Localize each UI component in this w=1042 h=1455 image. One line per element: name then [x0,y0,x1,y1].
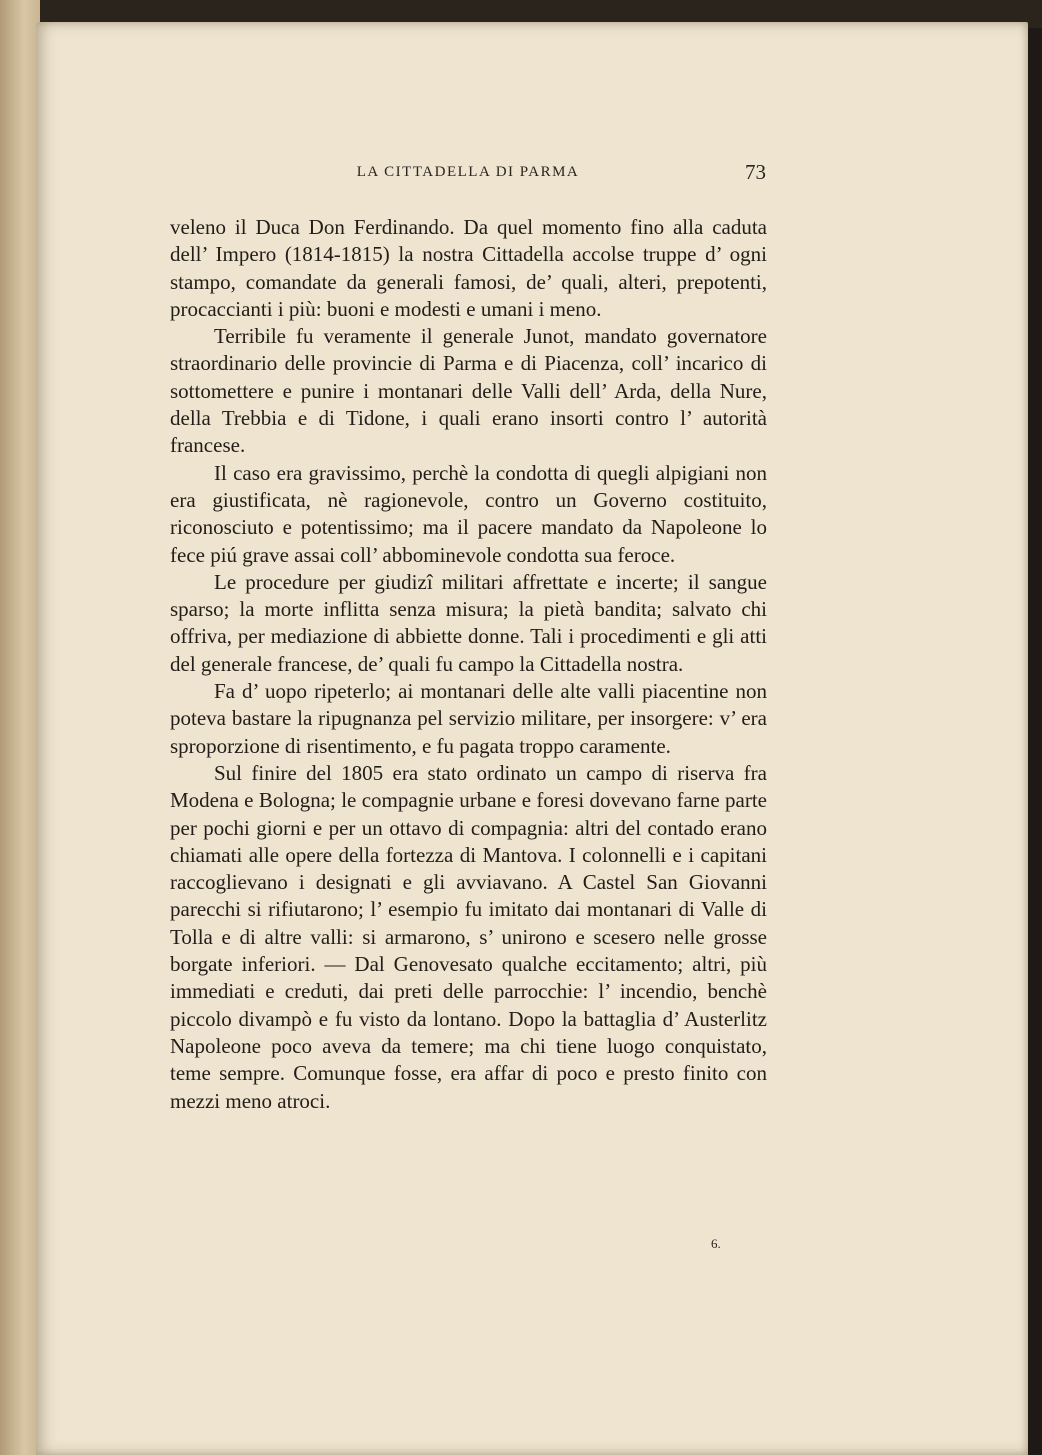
paragraph: veleno il Duca Don Ferdinando. Da quel momento fino alla caduta dell’ Impero (1814-1815) la nostra Cittadella accolse truppe d’ ogni stampo, comandate da generali famosi, de’ quali, alteri, prepotenti, procaccianti i più: buoni e modesti e umani i meno. [170,215,767,321]
signature-mark: 6. [711,1236,721,1251]
paragraph: Le procedure per giudizî militari affrettate e incerte; il sangue sparso; la morte inflitta senza misura; la pietà bandita; salvato chi offriva, per mediazione di abbiette donne. Tali i procedimenti e gli atti del generale francese, de’ quali fu campo la Cittadella nostra. [170,569,767,676]
paragraph: Sul finire del 1805 era stato ordinato un campo di riserva fra Modena e Bologna; le compagnie urbane e foresi dovevano farne parte per pochi giorni e per un ottavo di compagnia: altri del contado erano chiamati alle opere della fortezza di Mantova. I colonnelli e i capitani raccoglievano i designati e gli avviavano. A Castel San Giovanni parecchi si rifiutarono; l’ esempio fu imitato dai montanari di Valle di Tolla e di altre valli: si armarono, s’ unirono e scesero nelle grosse borgate inferiori. — Dal Genovesato qualche eccitamento; altri, più immediati e creduti, dai preti delle parrocchie: l’ incendio, benchè piccolo divampò e fu visto da lontano. Dopo la battaglia d’ Austerlitz Napoleone poco aveva da temere; ma chi tiene luogo conquistato, teme sempre. Comunque fosse, era affar di poco e presto finito con mezzi meno atroci. [170,760,767,1113]
previous-page-edge [0,0,40,1455]
page-shadow-strip [1028,28,1042,1455]
paragraph: Terribile fu veramente il generale Junot, mandato governatore straordinario delle provincie di Parma e di Piacenza, coll’ incarico di sottomettere e punire i montanari delle Valli dell’ Arda, della Nure, della Trebbia e di Tidone, i quali erano insorti contro l’ autorità francese. [170,324,767,458]
paragraph: Il caso era gravissimo, perchè la condotta di quegli alpigiani non era giustificata, nè ragionevole, contro un Governo costituito, riconosciuto e potentissimo; ma il pacere mandato da Napoleone lo fece piú grave assai coll’ abbominevole condotta sua feroce. [170,460,767,567]
running-title: LA CITTADELLA DI PARMA [356,164,580,180]
page-header [170,160,766,190]
body-text [170,214,767,1115]
page-number: 73 [745,160,766,184]
paragraph: Fa d’ uopo ripeterlo; ai montanari delle alte valli piacentine non poteva bastare la ripugnanza pel servizio militare, per insorgere: v’ era sproporzione di risentimento, e fu pagata troppo caramente. [170,679,767,758]
